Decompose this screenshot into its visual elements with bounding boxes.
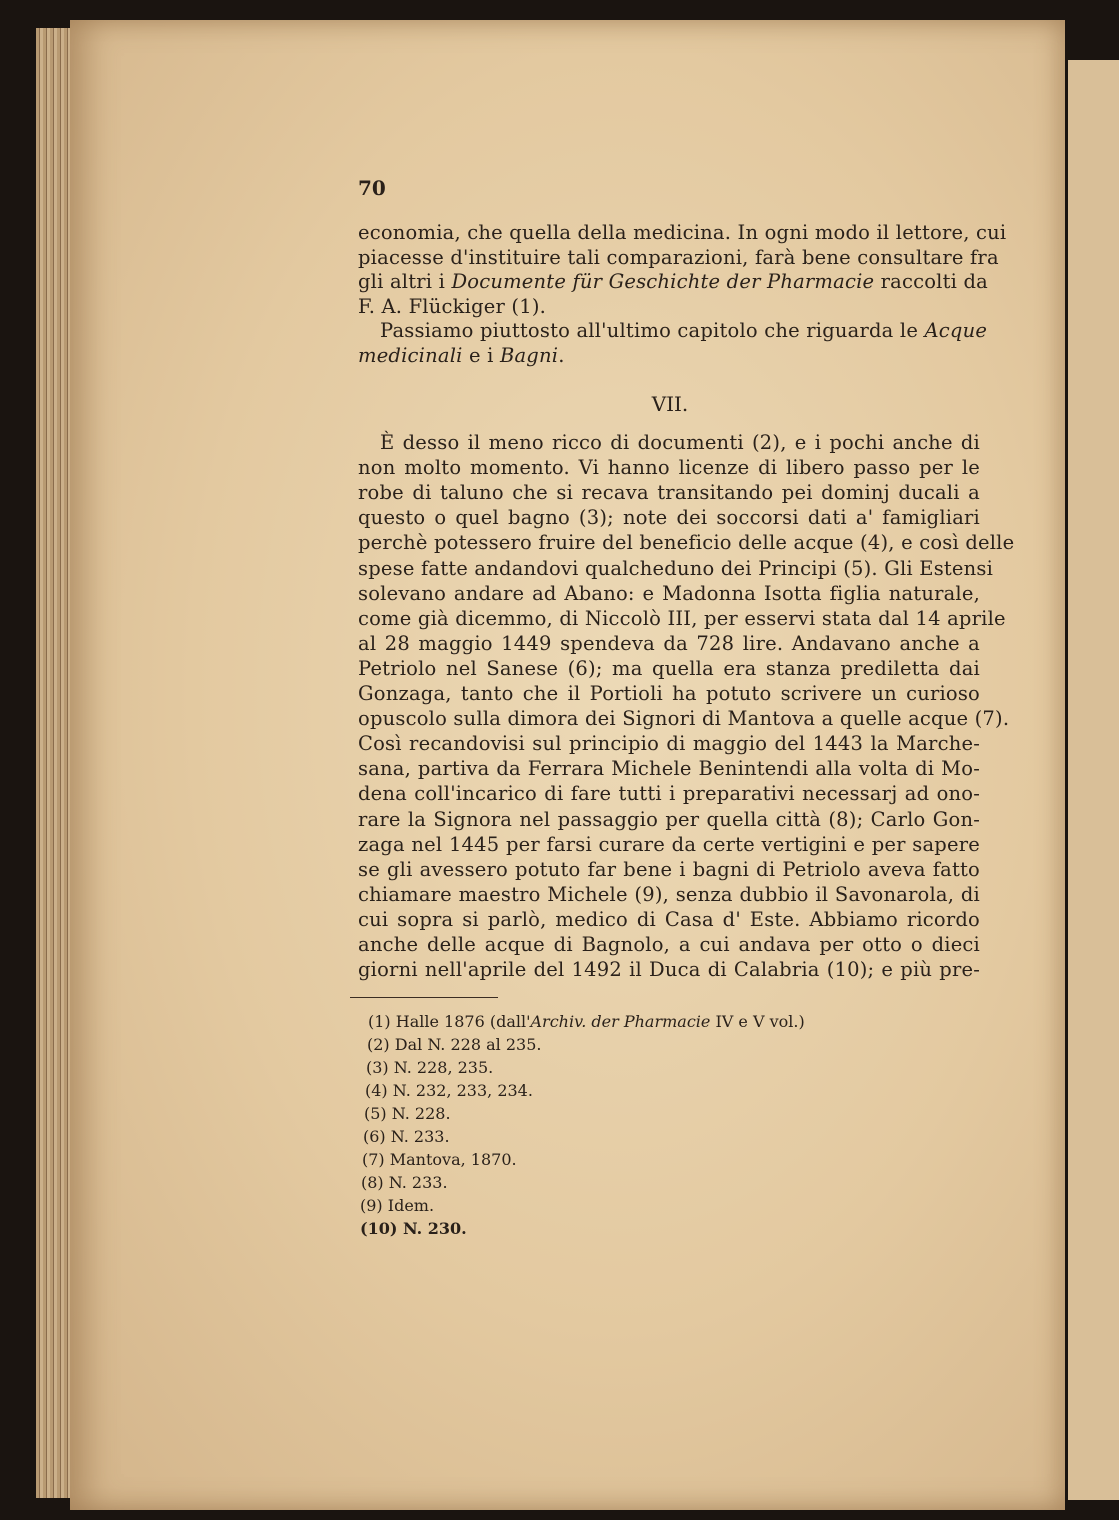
text-line: [358, 933, 980, 957]
text-line: [358, 782, 980, 806]
text-segment: (9) Idem.: [360, 1196, 435, 1215]
text-line: [358, 481, 980, 505]
text-segment: Così recandovisi sul principio di maggio del 1443 la Marche-: [358, 732, 980, 756]
text-line: [358, 707, 1010, 731]
italic-text: Documente für Geschichte der Pharmacie: [451, 270, 875, 293]
text-segment: (7) Mantova, 1870.: [362, 1150, 517, 1169]
text-segment: (5) N. 228.: [364, 1104, 451, 1123]
text-line: [358, 456, 980, 480]
text-segment: questo o quel bagno (3); note dei soccorsi dati a' famigliari: [358, 506, 980, 530]
italic-text: Archiv. der Pharmacie: [530, 1012, 711, 1031]
text-line: [358, 431, 980, 455]
text-line: [358, 883, 980, 907]
text-segment: (2) Dal N. 228 al 235.: [367, 1035, 542, 1054]
italic-text: Acque: [924, 319, 988, 342]
text-segment: (4) N. 232, 233, 234.: [365, 1081, 533, 1100]
text-line: [358, 270, 988, 294]
text-segment: anche delle acque di Bagnolo, a cui andava per otto o dieci: [358, 933, 980, 956]
text-line: [358, 682, 980, 706]
text-segment: (8) N. 233.: [361, 1173, 448, 1192]
text-segment: Passiamo piuttosto all'ultimo capitolo che riguarda le: [380, 319, 925, 342]
footnote: [364, 1104, 451, 1124]
text-segment: zaga nel 1445 per farsi curare da certe vertigini e per sapere: [358, 832, 980, 856]
text-line: [358, 657, 980, 681]
text-segment: spese fatte andandovi qualcheduno dei Principi (5). Gli Estensi: [358, 556, 994, 580]
text-line: [358, 344, 980, 368]
text-segment: non molto momento. Vi hanno licenze di libero passo per le: [358, 456, 980, 480]
text-segment: e i: [462, 343, 500, 367]
text-line: [358, 833, 980, 857]
text-segment: rare la Signora nel passaggio per quella città (8); Carlo Gon-: [358, 807, 980, 831]
text-line: [358, 808, 980, 832]
text-segment: solevano andare ad Abano: e Madonna Isotta figlia naturale,: [358, 581, 980, 605]
text-segment: .: [558, 343, 565, 367]
text-segment: gli altri i: [358, 270, 452, 293]
text-segment: F. A. Flückiger (1).: [358, 294, 547, 318]
text-segment: sana, partiva da Ferrara Michele Benintendi alla volta di Mo-: [358, 757, 980, 781]
footnote: [366, 1058, 493, 1078]
text-segment: economia, che quella della medicina. In ogni modo il lettore, cui: [358, 221, 1007, 244]
text-segment: dena coll'incarico di fare tutti i preparativi necessarj ad ono-: [358, 782, 980, 806]
text-segment: robe di taluno che si recava transitando pei dominj ducali a: [358, 481, 980, 505]
text-segment: (6) N. 233.: [363, 1127, 450, 1146]
text-line: [358, 221, 1007, 245]
text-segment: IV e V vol.): [710, 1012, 805, 1031]
text-line: [358, 757, 980, 781]
text-line: [358, 732, 980, 756]
text-line: [358, 908, 980, 932]
text-segment: Petriolo nel Sanese (6); ma quella era stanza prediletta dai: [358, 656, 980, 680]
text-segment: (3) N. 228, 235.: [366, 1058, 494, 1077]
footnote: [365, 1081, 533, 1101]
section-heading: VII.: [651, 392, 689, 416]
text-line: [358, 606, 1006, 631]
text-segment: al 28 maggio 1449 spendeva da 728 lire. Andavano anche a: [358, 631, 980, 655]
text-line: [358, 319, 988, 343]
text-segment: se gli avessero potuto far bene i bagni di Petriolo aveva fatto: [358, 857, 980, 881]
facing-page-edge: [1068, 60, 1119, 1500]
text-segment: raccolti da: [874, 270, 988, 293]
text-segment: come già dicemmo, di Niccolò III, per esservi stata dal 14 aprile: [358, 606, 1006, 630]
footnote: [367, 1035, 541, 1055]
footnote: [368, 1012, 805, 1032]
text-segment: perchè potessero fruire del beneficio delle acque (4), e così delle: [358, 531, 1015, 555]
footnote-rule: [350, 997, 498, 998]
text-segment: Gonzaga, tanto che il Portioli ha potuto scrivere un curioso: [358, 682, 980, 705]
text-line: [358, 531, 1015, 555]
text-segment: cui sopra si parlò, medico di Casa d' Este. Abbiamo ricordo: [358, 907, 980, 931]
italic-text: Bagni: [499, 343, 559, 367]
text-line: [358, 582, 980, 606]
italic-text: medicinali: [358, 343, 463, 367]
text-segment: giorni nell'aprile del 1492 il Duca di Calabria (10); e più pre-: [358, 958, 980, 982]
text-line: [358, 556, 994, 581]
footnote: [360, 1219, 467, 1239]
footnote: [362, 1150, 517, 1170]
text-line: [358, 295, 980, 319]
text-line: [358, 632, 980, 656]
footnote: [363, 1127, 450, 1147]
page-number: 70: [358, 176, 386, 200]
text-line: [358, 245, 999, 270]
text-segment: È desso il meno ricco di documenti (2), e i pochi anche di: [380, 431, 980, 454]
text-line: [358, 506, 980, 530]
text-segment: (1) Halle 1876 (dall': [368, 1012, 531, 1031]
text-segment: chiamare maestro Michele (9), senza dubbio il Savonarola, di: [358, 882, 980, 906]
text-segment: opuscolo sulla dimora dei Signori di Mantova a quelle acque (7).: [358, 707, 1010, 731]
footnote: [361, 1173, 448, 1193]
text-segment: piacesse d'instituire tali comparazioni, farà bene consultare fra: [358, 245, 999, 269]
footnote: [360, 1196, 434, 1216]
text-segment: (10) N. 230.: [360, 1219, 467, 1238]
text-line: [358, 858, 980, 882]
text-line: [358, 958, 980, 982]
